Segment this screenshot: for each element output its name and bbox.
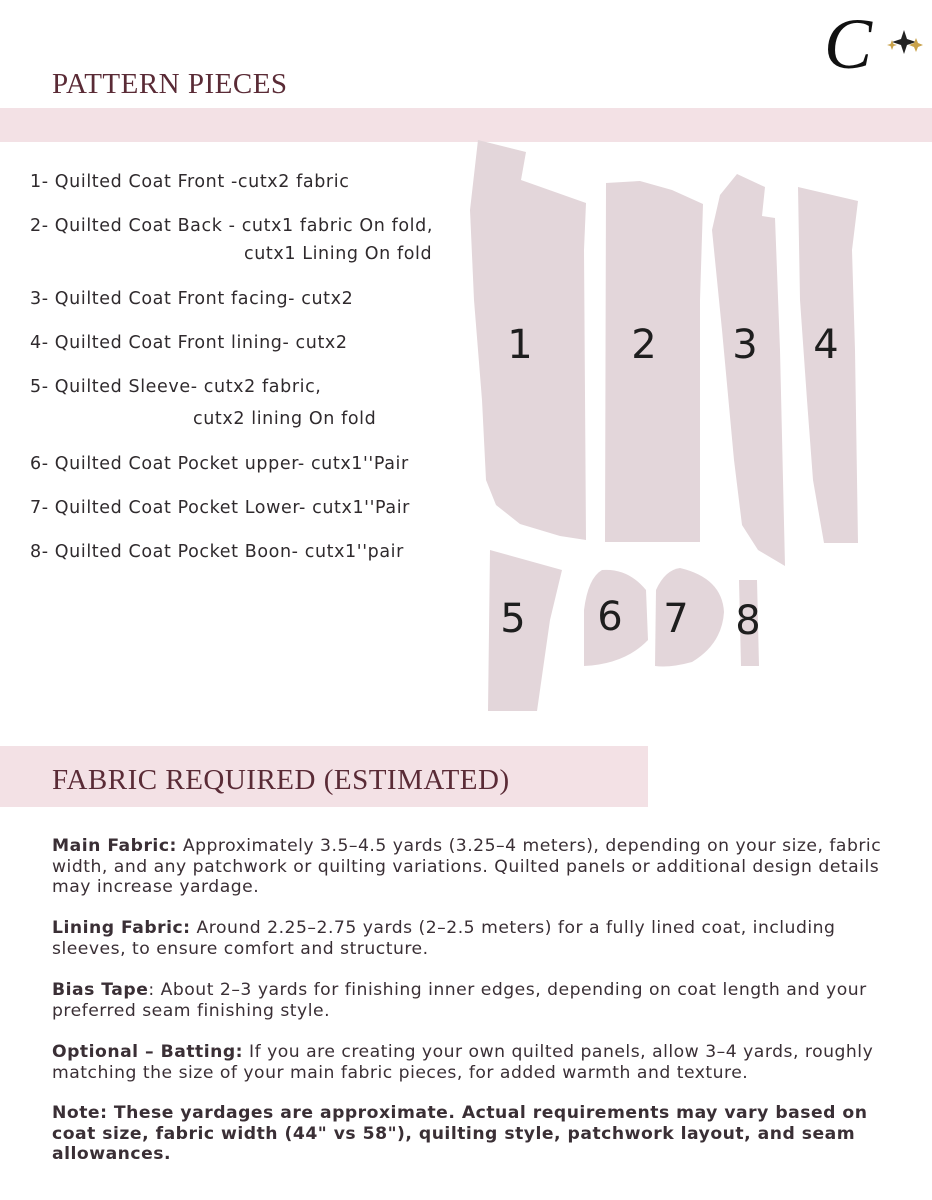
shape-number-8: 8 — [735, 598, 761, 644]
bias-tape-text: : About 2–3 yards for finishing inner edges, depending on coat length and your preferred seam finishing style. — [52, 980, 867, 1021]
lining-fabric-paragraph — [52, 918, 912, 959]
piece-item-7: 7- Quilted Coat Pocket Lower- cutx1''Pair — [30, 498, 410, 518]
batting-text: If you are creating your own quilted panels, allow 3–4 yards, roughly matching the size of your main fabric pieces, for added warmth and texture. — [52, 1042, 874, 1083]
note-paragraph: Note: These yardages are approximate. Actual requirements may vary based on coat size, fabric width (44" vs 58"), quilting style, patchwork layout, and seam allowances. — [52, 1103, 868, 1164]
pattern-shape-3 — [712, 174, 785, 566]
logo-letter: C — [824, 4, 873, 84]
shape-number-3: 3 — [732, 322, 758, 368]
shape-number-6: 6 — [597, 594, 623, 640]
piece-item-3: 3- Quilted Coat Front facing- cutx2 — [30, 289, 354, 309]
lining-fabric-label: Lining Fabric: — [52, 918, 191, 938]
main-fabric-text: Approximately 3.5–4.5 yards (3.25–4 meters), depending on your size, fabric width, and any patchwork or quilting variations. Quilted panels or additional design details may increase yardage. — [52, 836, 882, 897]
piece-item-5: 5- Quilted Sleeve- cutx2 fabric, — [30, 377, 322, 397]
piece-item-5-continuation: cutx2 lining On fold — [193, 409, 377, 429]
shape-number-2: 2 — [631, 322, 657, 368]
batting-label: Optional – Batting: — [52, 1042, 244, 1062]
piece-item-2-continuation: cutx1 Lining On fold — [244, 244, 433, 264]
shape-number-5: 5 — [500, 596, 526, 642]
main-fabric-paragraph — [52, 836, 912, 898]
main-fabric-label: Main Fabric: — [52, 836, 177, 856]
bias-tape-paragraph — [52, 980, 912, 1021]
fabric-required-title: FABRIC REQUIRED (ESTIMATED) — [52, 764, 510, 796]
shape-number-7: 7 — [663, 596, 689, 642]
piece-item-4: 4- Quilted Coat Front lining- cutx2 — [30, 333, 348, 353]
pattern-pieces-title: PATTERN PIECES — [52, 68, 288, 100]
piece-item-2: 2- Quilted Coat Back - cutx1 fabric On fold, — [30, 216, 433, 236]
piece-item-1: 1- Quilted Coat Front -cutx2 fabric — [30, 172, 350, 192]
bias-tape-label: Bias Tape — [52, 980, 149, 1000]
shape-number-1: 1 — [507, 322, 533, 368]
piece-item-8: 8- Quilted Coat Pocket Boon- cutx1''pair — [30, 542, 404, 562]
lining-fabric-text: Around 2.25–2.75 yards (2–2.5 meters) for a fully lined coat, including sleeves, to ensure comfort and structure. — [52, 918, 836, 959]
batting-paragraph — [52, 1042, 912, 1083]
shape-number-4: 4 — [813, 322, 839, 368]
piece-item-6: 6- Quilted Coat Pocket upper- cutx1''Pair — [30, 454, 409, 474]
